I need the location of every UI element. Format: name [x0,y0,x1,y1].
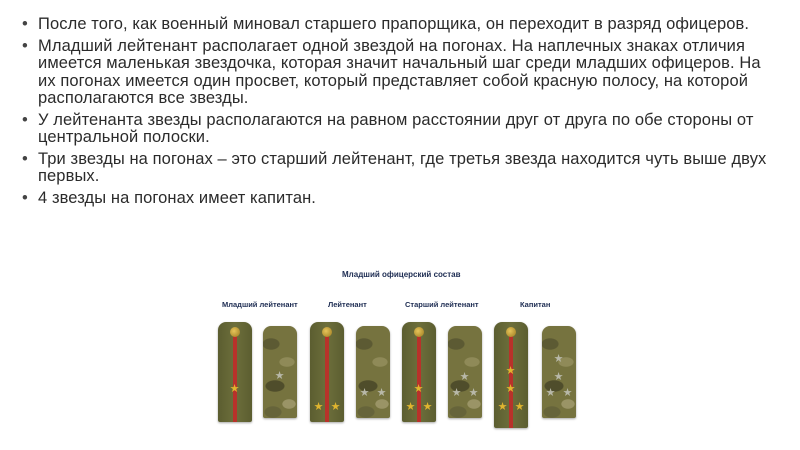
star-icon: ★ [545,387,556,399]
star-icon: ★ [497,401,508,413]
star-icon: ★ [422,401,433,413]
rank-label-junior-lieutenant: Младший лейтенант [222,300,298,309]
rank-label-captain: Капитан [520,300,551,309]
star-icon: ★ [505,383,516,395]
shoulder-strap-junior-lieutenant-field [263,326,297,418]
star-icon: ★ [562,387,573,399]
shoulder-strap-captain-daily [494,322,528,428]
bullet-item: • У лейтенанта звезды располагаются на равном расстоянии друг от друга по обе стороны от центральной полоски. [22,112,782,147]
bullet-item: • Младший лейтенант располагает одной звездой на погонах. На наплечных знаках отличия имеется маленькая звездочка, которая значит начальный шаг среди младших офицеров. На их погонах имеется один просвет, который представляет собой красную полосу, на которой располагаются все звезды. [22,38,782,108]
star-icon: ★ [553,353,564,365]
star-icon: ★ [413,383,424,395]
shoulder-strap-senior-lieutenant-field [448,326,482,418]
star-icon: ★ [505,365,516,377]
rank-label-senior-lieutenant: Старший лейтенант [405,300,479,309]
star-icon: ★ [313,401,324,413]
shoulder-strap-senior-lieutenant-daily [402,322,436,422]
star-icon: ★ [514,401,525,413]
star-icon: ★ [553,371,564,383]
bullet-item: • 4 звезды на погонах имеет капитан. [22,190,782,208]
shoulder-strap-captain-field [542,326,576,418]
star-icon: ★ [330,401,341,413]
shoulder-strap-lieutenant-daily [310,322,344,422]
star-icon: ★ [376,387,387,399]
star-icon: ★ [359,387,370,399]
star-icon: ★ [451,387,462,399]
bullet-list [22,16,782,211]
star-icon: ★ [274,370,285,382]
star-icon: ★ [459,371,470,383]
star-icon: ★ [405,401,416,413]
star-icon: ★ [229,383,240,395]
shoulder-strap-lieutenant-field [356,326,390,418]
star-icon: ★ [468,387,479,399]
rank-label-lieutenant: Лейтенант [328,300,367,309]
figure-title: Младший офицерский состав [342,270,461,279]
bullet-item: • Три звезды на погонах – это старший лейтенант, где третья звезда находится чуть выше двух первых. [22,151,782,186]
bullet-item: • После того, как военный миновал старшего прапорщика, он переходит в разряд офицеров. [22,16,782,34]
shoulder-strap-junior-lieutenant-daily [218,322,252,422]
